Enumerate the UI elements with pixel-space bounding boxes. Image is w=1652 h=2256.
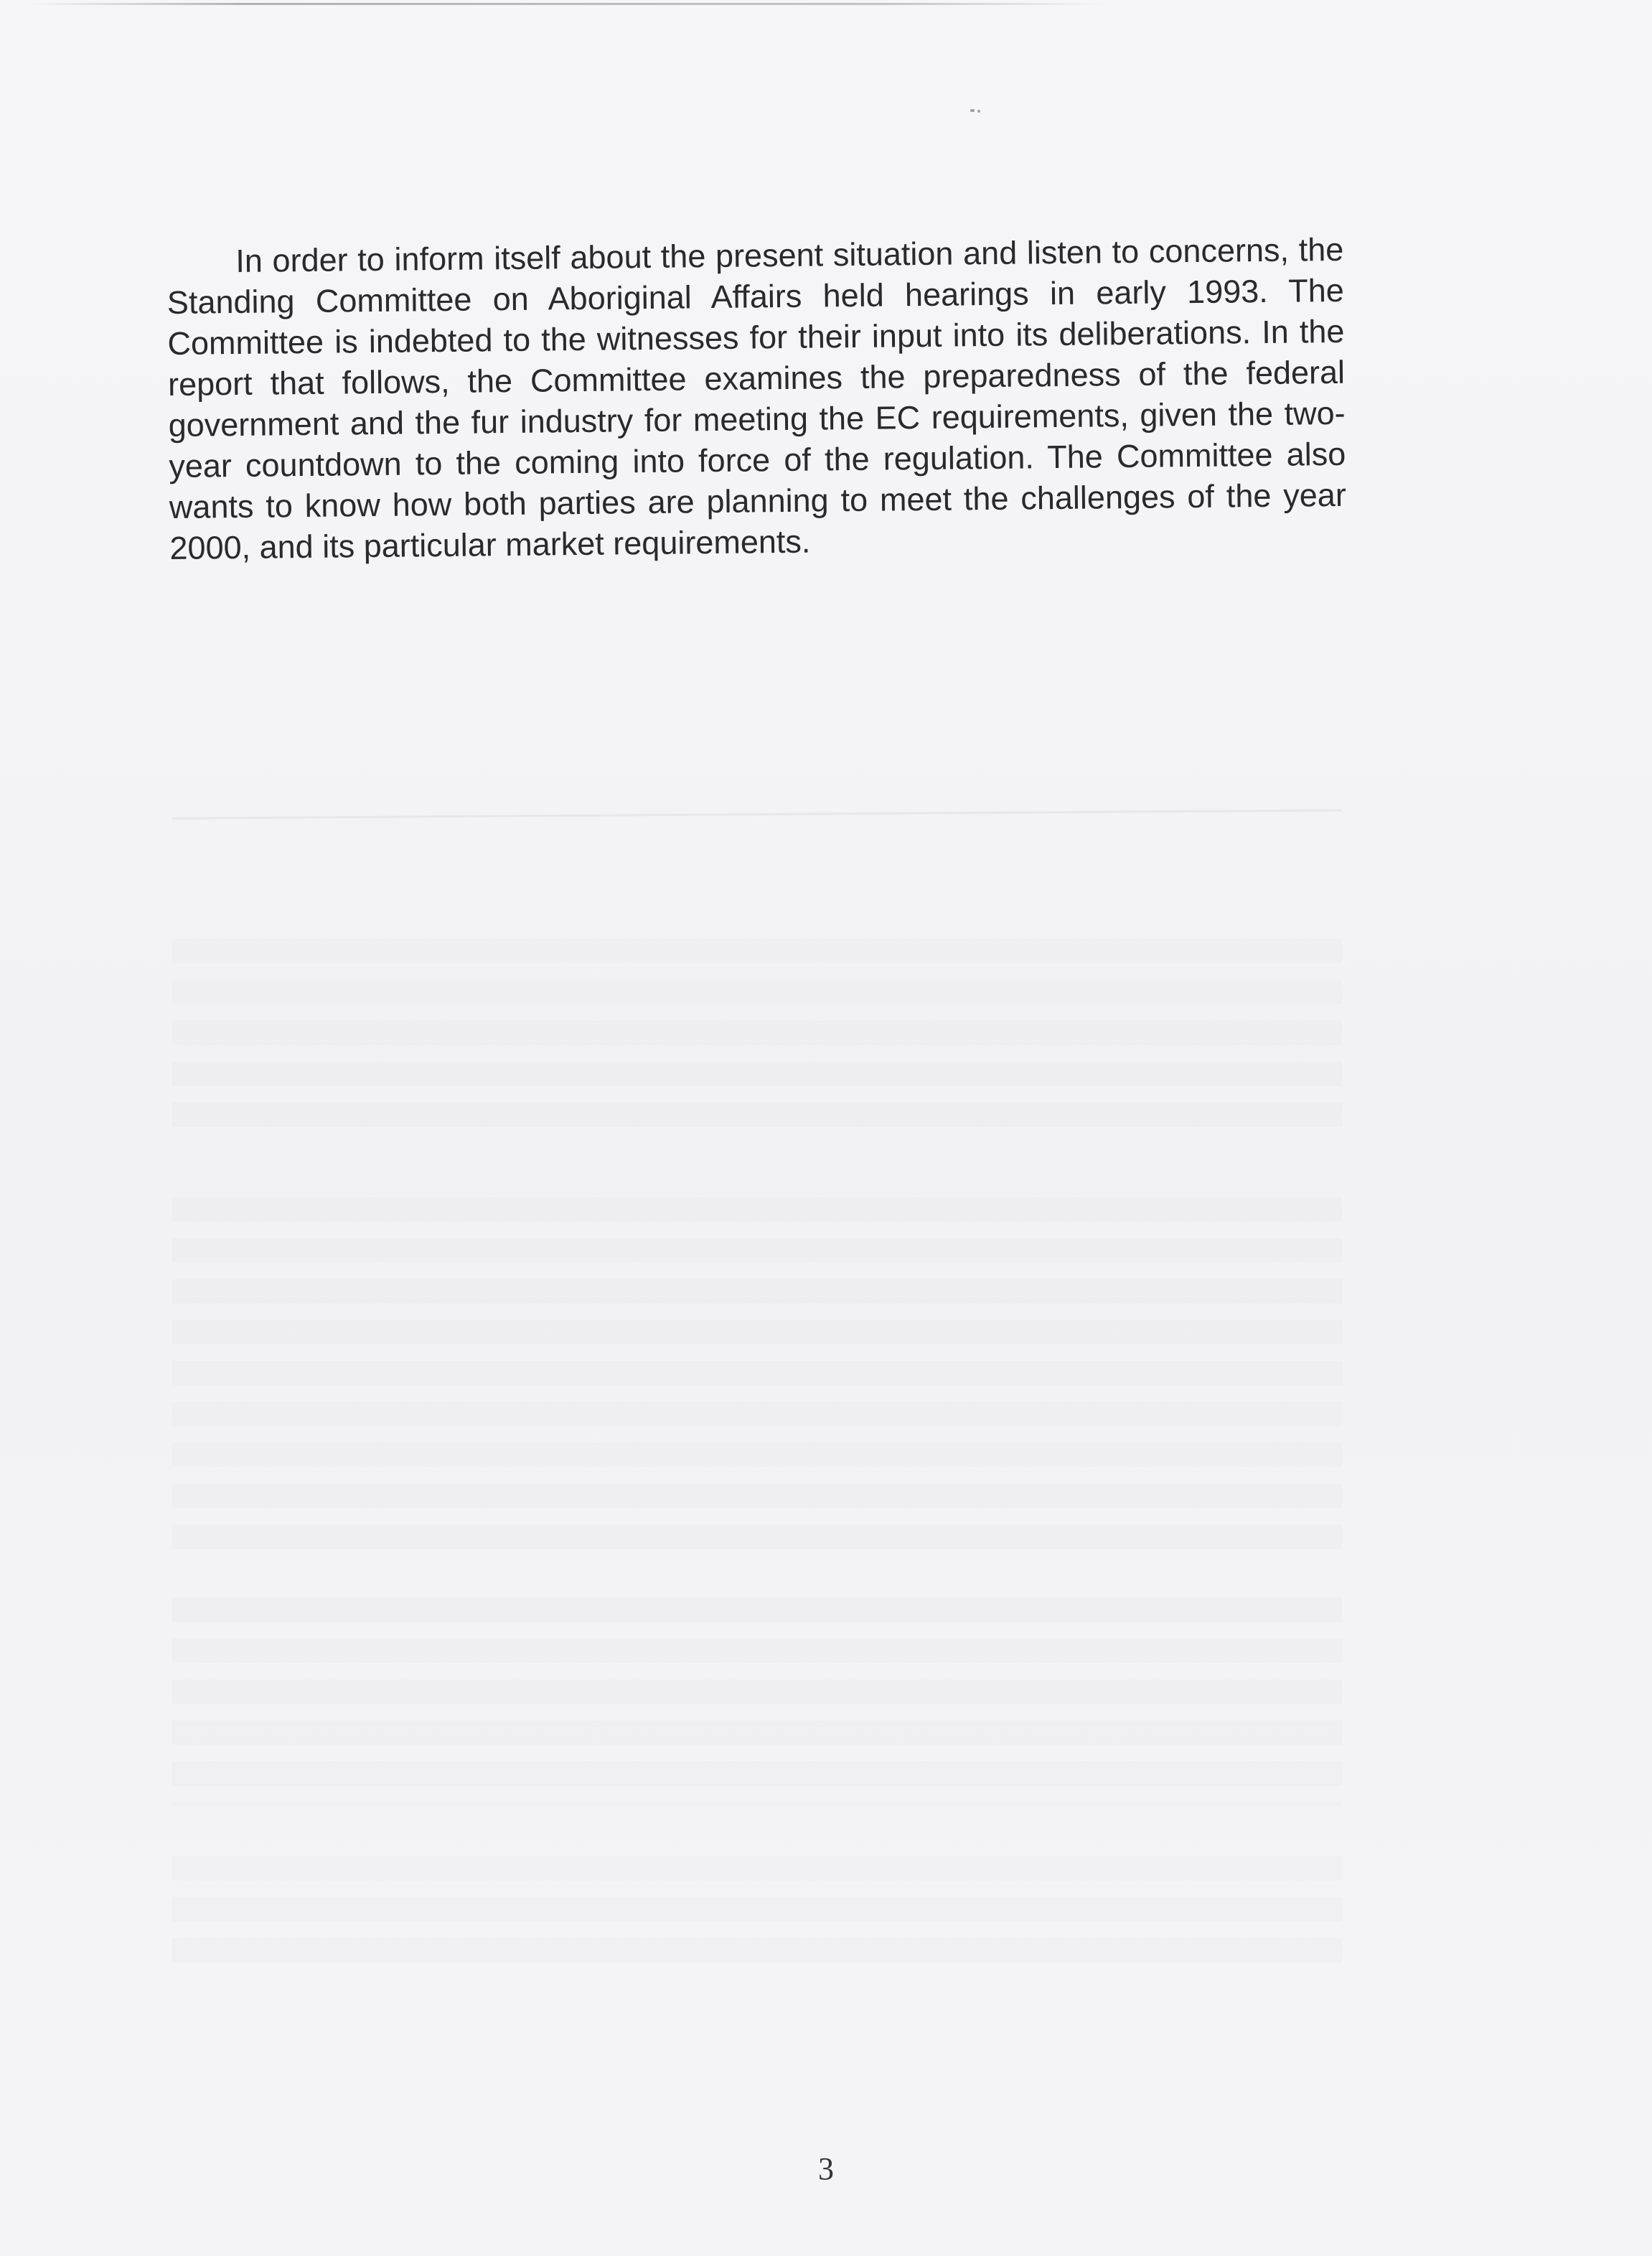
show-through-block bbox=[172, 1856, 1342, 1978]
page-top-edge bbox=[29, 3, 1105, 5]
show-through-block bbox=[172, 939, 1342, 1140]
show-through-rule bbox=[172, 809, 1342, 819]
scan-speck bbox=[977, 110, 980, 113]
body-paragraph: In order to inform itself about the present situation and listen to concerns, the Standing Committee on Aboriginal Affairs held hearings in early 1993. The Committee is indebted to the witnesses for their input into its deliberations. In the report that follows, the Committee examines the preparedness of the federal government and the fur industry for meeting the EC requirements, given the two-year countdown to the coming into force of the regulation. The Committee also wants to know how both parties are planning to meet the challenges of the year 2000, and its particular market requirements. bbox=[166, 230, 1347, 566]
show-through-block bbox=[172, 1197, 1342, 1556]
page-number: 3 bbox=[818, 2151, 834, 2186]
show-through-block bbox=[172, 1598, 1342, 1806]
scan-speck bbox=[970, 109, 975, 112]
